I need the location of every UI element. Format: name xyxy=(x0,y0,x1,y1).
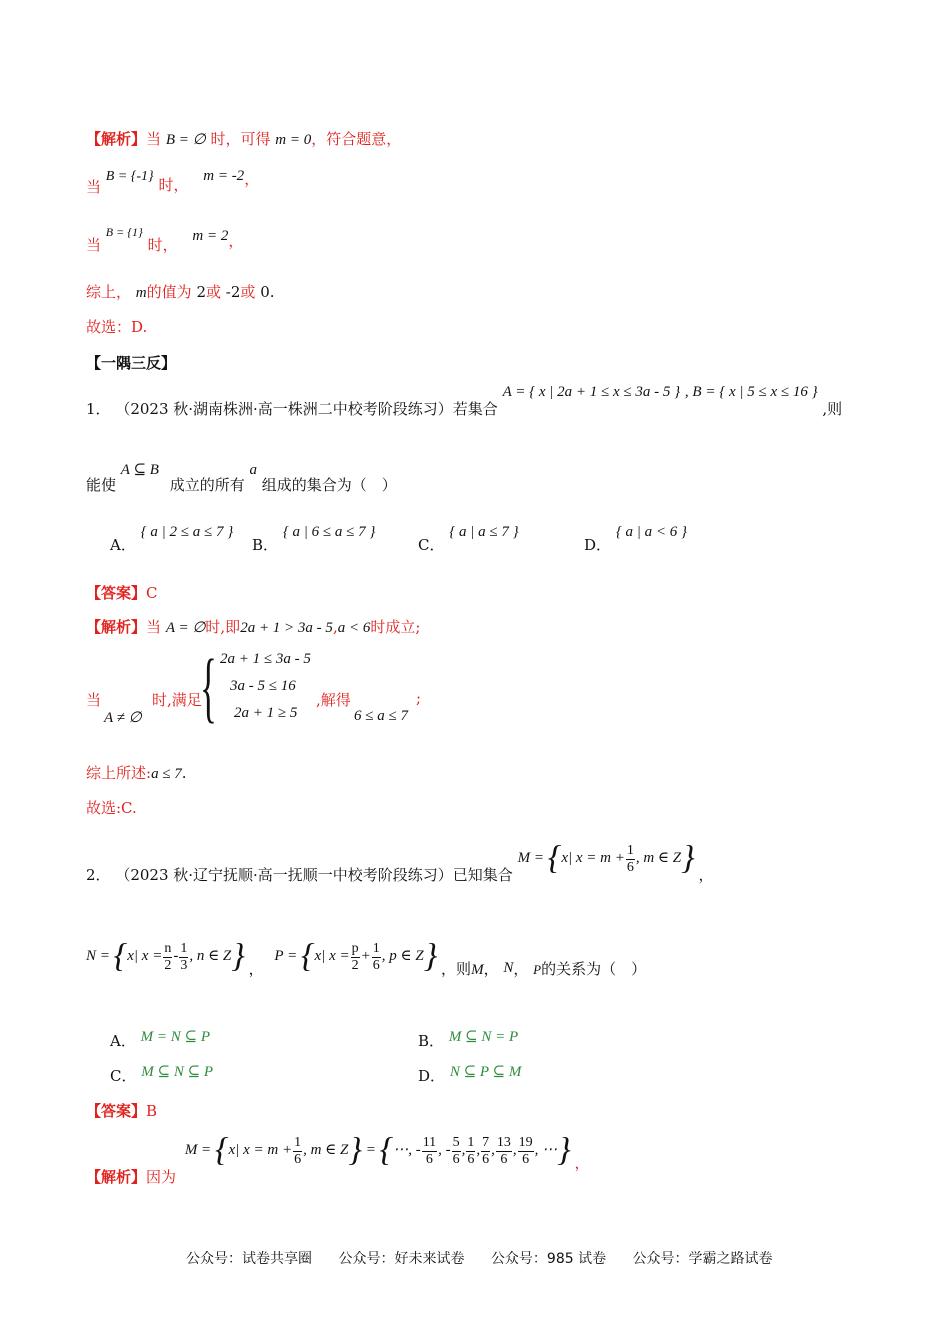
q1-result: 6 ≤ a ≤ 7 xyxy=(354,708,408,724)
q1-option-d: D． { a | a < 6 } xyxy=(584,524,688,554)
q2-solution-set: M = {x| x = m + $\frac{1}{6}$ , m ∈ Z} = {⋯, - $\frac{11}{6}$ , - $\frac{5}{6}$ , $\frac{1}{6}$ , $\frac{7}{6}$ , $\frac{13}{6}$ , $\frac{19}{6}$ , ⋯} xyxy=(184,1132,571,1169)
q2-option-d: D． N ⊆ P ⊆ M xyxy=(418,1064,522,1085)
q2-option-c: C． M ⊆ N ⊆ P xyxy=(110,1064,214,1085)
q1-option-a: A． { a | 2 ≤ a ≤ 7 } xyxy=(110,524,234,554)
set-m: M = {x| x = m + $\frac{1}{6}$ , m ∈ Z} xyxy=(517,840,695,877)
system-ineq-1: 2a + 1 ≤ 3a - 5 xyxy=(220,651,311,667)
q1-solution-line1: 【解析】当 A = ∅时,即2a + 1 > 3a - 5,a < 6时成立; xyxy=(86,618,421,636)
q1-stem-line2: 能使 A ⊆ B 成立的所有 a 组成的集合为（ ） xyxy=(86,462,397,494)
q2-answer: 【答案】B xyxy=(86,1102,158,1120)
q2-source: （2023 秋·辽宁抚顺·高一抚顺一中校考阶段练习）已知集合 xyxy=(115,866,513,885)
system-ineq-2: 3a - 5 ≤ 16 xyxy=(230,678,296,694)
q1-set-b: , B = { x | 5 ≤ x ≤ 16 } xyxy=(684,384,818,400)
system-ineq-3: 2a + 1 ≥ 5 xyxy=(234,705,298,721)
section-title: 【一隅三反】 xyxy=(86,354,177,372)
footer-item: 公众号：试卷共享圈 xyxy=(186,1251,312,1267)
q1-stem-line1: 1． （2023 秋·湖南株洲·高一株洲二中校考阶段练习）若集合 A = { x | 2a + 1 ≤ x ≤ 3a - 5 } , B = { x | 5 ≤ x ≤ 16 } ,则 xyxy=(86,384,843,418)
q1-number: 1． xyxy=(86,400,111,418)
footer-item: 公众号：985 试卷 xyxy=(490,1251,607,1267)
q2-stem-line1: 2． （2023 秋·辽宁抚顺·高一抚顺一中校考阶段练习）已知集合 M = {x| x = m + $\frac{1}{6}$ , m ∈ Z} ， xyxy=(86,840,714,885)
solution-choice: 故选：D. xyxy=(86,318,148,336)
q1-set-a: A = { x | 2a + 1 ≤ x ≤ 3a - 5 } xyxy=(502,384,681,400)
q1-option-b: B． { a | 6 ≤ a ≤ 7 } xyxy=(252,524,376,554)
footer xyxy=(186,1248,773,1268)
q1-option-c: C． { a | a ≤ 7 } xyxy=(418,524,519,554)
q1-semicolon: ; xyxy=(416,689,422,707)
q2-number: 2． xyxy=(86,866,111,885)
q1-solution-line2-lead: 当 xyxy=(86,691,102,709)
footer-item: 公众号：学霸之路试卷 xyxy=(632,1251,773,1267)
q1-answer: 【答案】C xyxy=(86,584,158,602)
solution-line-3: 当 B = {1} 时， m = 2， xyxy=(86,225,244,254)
q1-satisfy: 时,满足 xyxy=(152,691,202,709)
q2-option-b: B． M ⊆ N = P xyxy=(418,1029,519,1050)
system-brace: { xyxy=(200,643,217,730)
set-p: P = {x| x = $\frac{p}{2}$ + $\frac{1}{6}$ , p ∈ Z} xyxy=(274,938,438,975)
solution-line-4: 综上， m的值为 2或 -2或 0. xyxy=(86,283,275,301)
q1-solution-line3: 综上所述:a ≤ 7. xyxy=(86,764,187,782)
footer-item: 公众号：好未来试卷 xyxy=(338,1251,465,1267)
set-n: N = {x| x = $\frac{n}{2}$ - $\frac{1}{3}$ , n ∈ Z} xyxy=(86,938,245,975)
q2-stem-line2: N = {x| x = $\frac{n}{2}$ - $\frac{1}{3}$ , n ∈ Z} ， P = {x| x = $\frac{p}{2}$ + $\frac{1}{6}$ , p ∈ Z} ，则M， N， P的关系为（ ） xyxy=(86,938,647,979)
q2-solution: 【解析】因为 M = {x| x = m + $\frac{1}{6}$ , m ∈ Z} = {⋯, - $\frac{11}{6}$ , - $\frac{5}{6}$ , $\frac{1}{6}$ , $\frac{7}{6}$ , $\frac{13}{6}$ , $\frac{19}{6}$ , ⋯} ， xyxy=(86,1132,590,1187)
q1-choice: 故选:C. xyxy=(86,799,137,817)
q1-cond: A ≠ ∅ xyxy=(104,710,142,726)
q1-solve: ,解得 xyxy=(316,691,351,709)
q2-option-a: A． M = N ⊆ P xyxy=(110,1029,210,1050)
q1-source: （2023 秋·湖南株洲·高一株洲二中校考阶段练习）若集合 xyxy=(115,400,498,418)
solution-line-1: 【解析】当 B = ∅ 时，可得 m = 0，符合题意， xyxy=(86,130,402,148)
solution-line-2: 当 B = {-1} 时， m = -2， xyxy=(86,168,260,196)
analysis-tag: 【解析】 xyxy=(86,130,147,148)
